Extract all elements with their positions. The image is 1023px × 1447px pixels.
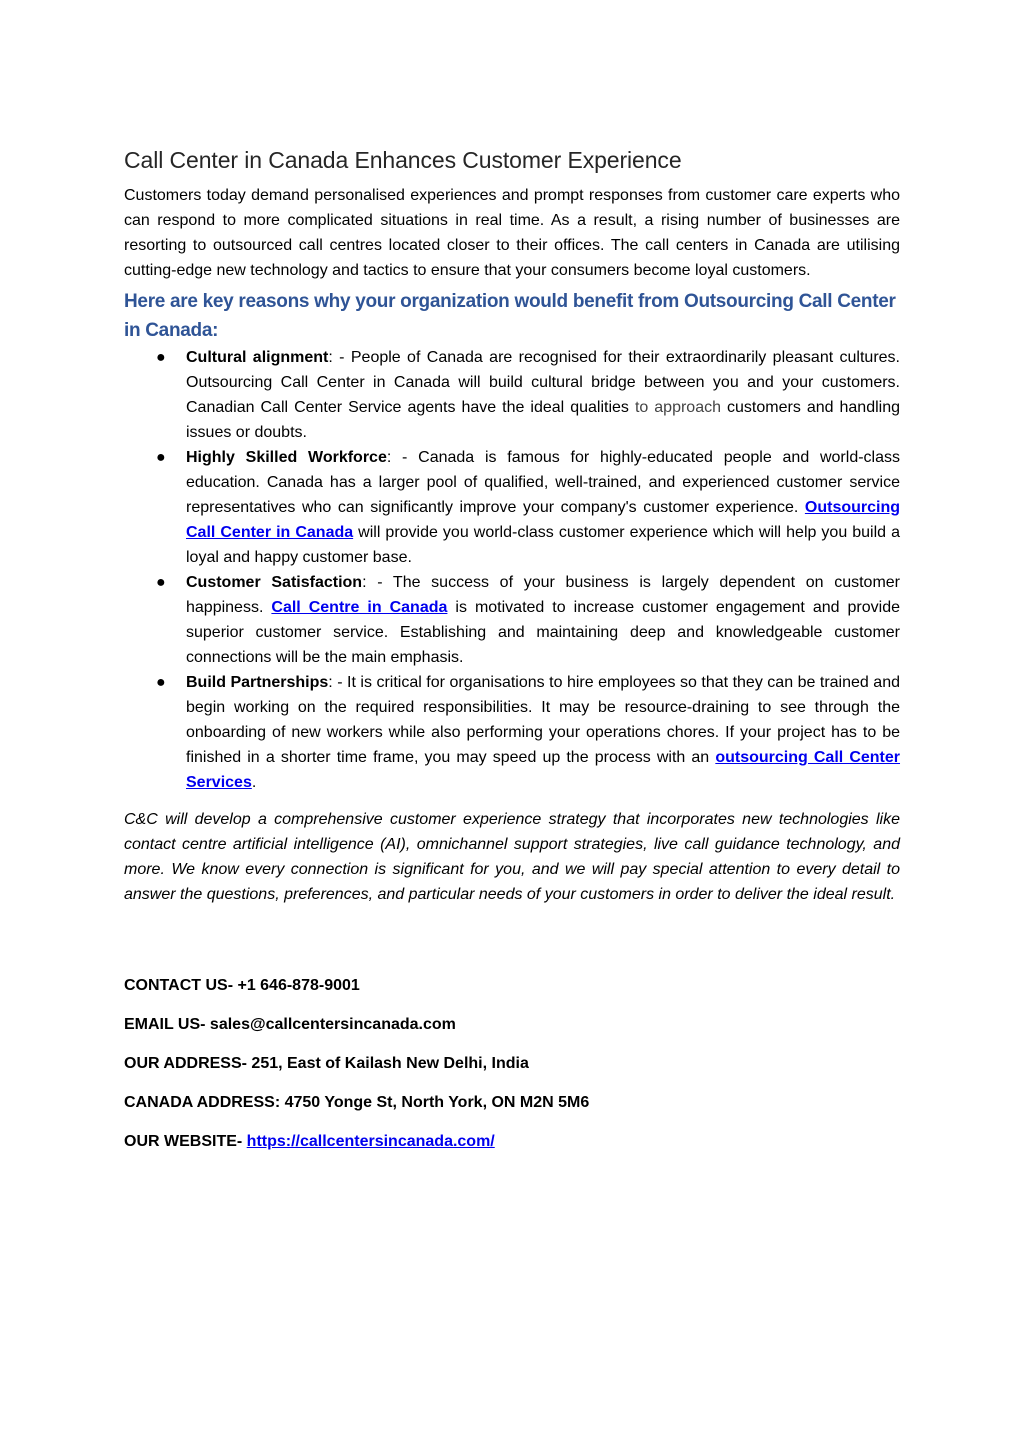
contact-address: OUR ADDRESS- 251, East of Kailash New Delhi, India: [124, 1055, 529, 1072]
reasons-list: [124, 345, 900, 795]
bullet-icon: ●: [156, 574, 166, 591]
bullet-text: : - It is critical for organisations to hire employees so that they can be trained and begin working on the required responsibilities. It may be resource-draining to see through the onboarding of new workers while also performing your operations chores. If your project has to be finished in a shorter time frame, you may speed up the process with an: [186, 674, 900, 766]
bullet-icon: ●: [156, 674, 166, 691]
subheading: Here are key reasons why your organization would benefit from Outsourcing Call Center in Canada:: [124, 291, 896, 341]
bullet-icon: ●: [156, 449, 166, 466]
list-item-customer-satisfaction: [124, 570, 900, 670]
outsourcing-call-center-link[interactable]: Outsourcing Call Center in Canada: [186, 499, 900, 541]
bullet-label: Customer Satisfaction: [186, 574, 363, 591]
bullet-text-end: will provide you world-class customer experience which will help you build a loyal and happy customer base.: [186, 524, 900, 566]
contact-website: [124, 1129, 900, 1154]
bullet-text: : - The success of your business is largely dependent on customer happiness.: [186, 574, 901, 616]
bullet-text-end: .: [251, 774, 257, 791]
page-title: Call Center in Canada Enhances Customer Experience: [124, 147, 682, 173]
call-centre-canada-link[interactable]: Call Centre in Canada: [271, 599, 448, 616]
website-link[interactable]: https://callcentersincanada.com/: [246, 1133, 495, 1150]
list-item-cultural-alignment: [124, 345, 900, 445]
list-item-skilled-workforce: [124, 445, 900, 570]
website-label: OUR WEBSITE-: [124, 1133, 247, 1150]
bullet-label: Highly Skilled Workforce: [186, 449, 387, 466]
contact-phone: CONTACT US- +1 646-878-9001: [124, 977, 360, 994]
bullet-text: : - Canada is famous for highly-educated people and world-class education. Canada has a larger pool of qualified, well-trained, and experienced customer service representatives who can significantly improve your company's customer experience.: [186, 449, 900, 516]
contact-canada-address: CANADA ADDRESS: 4750 Yonge St, North York, ON M2N 5M6: [124, 1094, 590, 1111]
bullet-label: Build Partnerships: [186, 674, 329, 691]
contact-email: EMAIL US- sales@callcentersincanada.com: [124, 1016, 456, 1033]
document-page: [124, 143, 900, 1154]
bullet-label: Cultural alignment: [186, 349, 329, 366]
bullet-text-end: is motivated to increase customer engagement and provide superior customer service. Establishing and maintaining deep and knowledgeable customer connections will be the main emphasis.: [186, 599, 901, 666]
closing-paragraph: C&C will develop a comprehensive customer experience strategy that incorporates new technologies like contact centre artificial intelligence (AI), omnichannel support strategies, live call guidance technology, and more. We know every connection is significant for you, and we will pay special attention to every detail to answer the questions, preferences, and particular needs of your customers in order to deliver the ideal result.: [124, 811, 900, 903]
bullet-text-grey: to approach: [634, 399, 722, 416]
call-center-services-link[interactable]: outsourcing Call Center Services: [186, 749, 901, 791]
bullet-icon: ●: [156, 349, 166, 366]
bullet-text-end: customers and handling issues or doubts.: [186, 399, 901, 441]
list-item-build-partnerships: [124, 670, 900, 795]
intro-paragraph: Customers today demand personalised experiences and prompt responses from customer care experts who can respond to more complicated situations in real time. As a result, a rising number of businesses are resorting to outsourced call centres located closer to their offices. The call centers in Canada are utilising cutting-edge new technology and tactics to ensure that your consumers become loyal customers.: [124, 187, 900, 279]
bullet-text: : - People of Canada are recognised for their extraordinarily pleasant cultures. Outsourcing Call Center in Canada will build cultural bridge between you and your customers. Canadian Call Center Service agents have the ideal qualities: [186, 349, 900, 416]
